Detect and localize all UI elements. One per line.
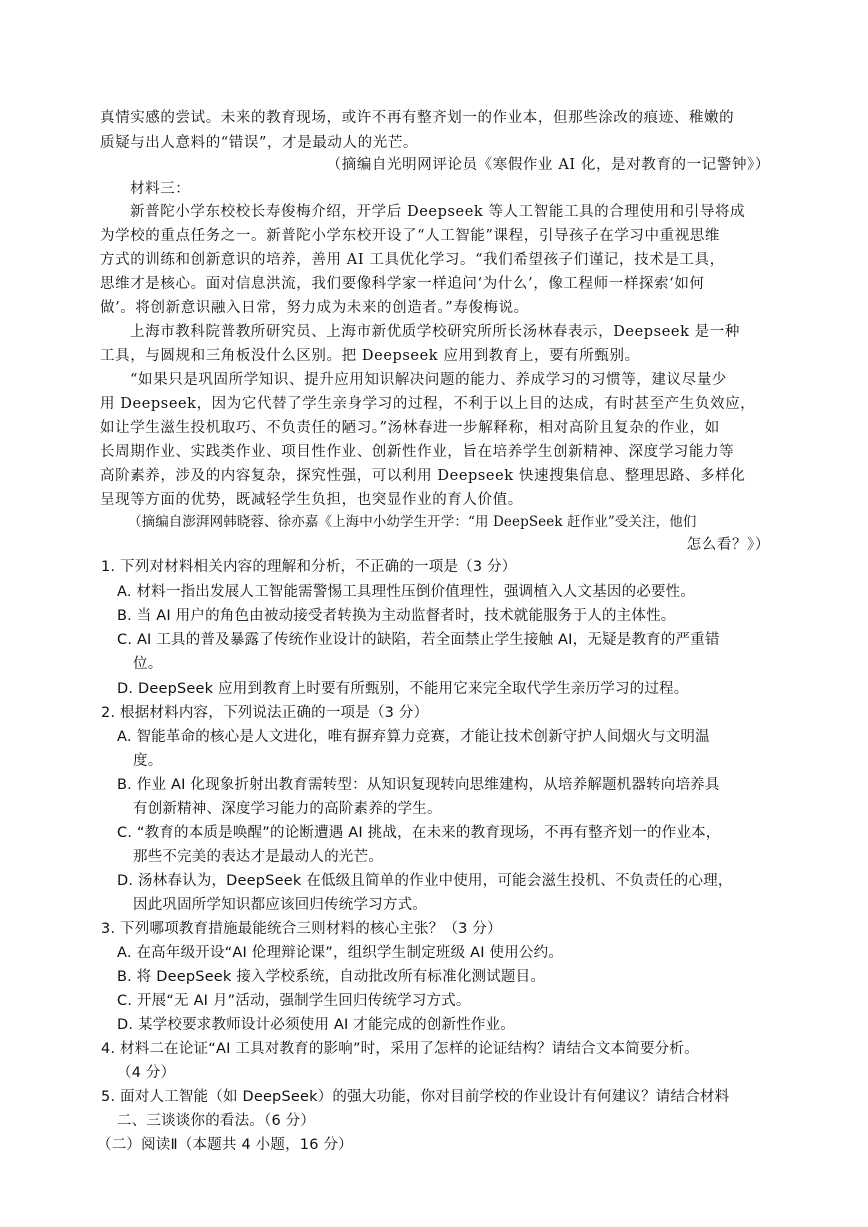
paragraph-line: 工具，与圆规和三角板没什么区别。把 Deepseek 应用到教育上，要有所甄别。 bbox=[100, 348, 640, 364]
question-2-option-c: C. “教育的本质是唤醒”的论断遭遇 AI 挑战，在未来的教育现场，不再有整齐划一的作业本， bbox=[117, 825, 721, 841]
question-1-option-c-cont: 位。 bbox=[133, 656, 163, 672]
paragraph-line: 做’。将创新意识融入日常，努力成为未来的创造者。”寿俊梅说。 bbox=[100, 300, 529, 316]
paragraph-line: 为学校的重点任务之一。新普陀小学东校开设了“人工智能”课程，引导孩子在学习中重视思维 bbox=[100, 228, 721, 244]
question-2-option-d: D. 汤林春认为，DeepSeek 在低级且简单的作业中使用，可能会滋生投机、不负责任的心理， bbox=[117, 873, 733, 889]
paragraph-line: 呈现等方面的优势，既减轻学生负担，也突显作业的育人价值。 bbox=[100, 492, 523, 508]
paragraph-line: 高阶素养，涉及的内容复杂，探究性强，可以利用 Deepseek 快速搜集信息、整理思路、多样化 bbox=[100, 468, 746, 484]
question-5-stem-cont: 二、三谈谈你的看法。（6 分） bbox=[117, 1113, 316, 1129]
question-3-option-b: B. 将 DeepSeek 接入学校系统，自动批改所有标准化测试题目。 bbox=[117, 969, 546, 985]
material-heading: 材料三： bbox=[130, 181, 191, 197]
material-source: 怎么看？》） bbox=[686, 537, 770, 553]
paragraph-line: 长周期作业、实践类作业、项目性作业、创新性作业，旨在培养学生创新精神、深度学习能力等 bbox=[100, 444, 735, 460]
paragraph-line: 如让学生滋生投机取巧、不负责任的陋习。”汤林春进一步解释称，相对高阶且复杂的作业，如 bbox=[100, 420, 720, 436]
question-1-option-a: A. 材料一指出发展人工智能需警惕工具理性压倒价值理性，强调植入人文基因的必要性。 bbox=[117, 584, 696, 600]
paragraph-line: 思维才是核心。面对信息洪流，我们要像科学家一样追问‘为什么’，像工程师一样探索‘如何 bbox=[100, 276, 705, 292]
paragraph-line: “如果只是巩固所学知识、提升应用知识解决问题的能力、养成学习的习惯等，建议尽量少 bbox=[130, 372, 727, 388]
paragraph-line: 用 Deepseek，因为它代替了学生亲身学习的过程，不利于以上目的达成，有时甚至产生负效应， bbox=[100, 396, 756, 412]
question-3-option-d: D. 某学校要求教师设计必须使用 AI 才能完成的创新性作业。 bbox=[117, 1017, 515, 1033]
question-1-option-c: C. AI 工具的普及暴露了传统作业设计的缺陷，若全面禁止学生接触 AI，无疑是教育的严重错 bbox=[117, 632, 720, 648]
question-2-option-a-cont: 度。 bbox=[133, 753, 163, 769]
question-2-stem: 2. 根据材料内容，下列说法正确的一项是（3 分） bbox=[101, 705, 429, 721]
paragraph-line: 新普陀小学东校校长寿俊梅介绍，开学后 Deepseek 等人工智能工具的合理使用和引导将成 bbox=[130, 204, 746, 220]
question-2-option-c-cont: 那些不完美的表达才是最动人的光芒。 bbox=[133, 849, 383, 865]
question-4-stem: 4. 材料二在论证“AI 工具对教育的影响”时，采用了怎样的论证结构？请结合文本简要分析。 bbox=[101, 1041, 699, 1057]
question-3-option-c: C. 开展“无 AI 月”活动，强制学生回归传统学习方式。 bbox=[117, 993, 471, 1009]
question-2-option-b: B. 作业 AI 化现象折射出教育需转型：从知识复现转向思维建构，从培养解题机器转向培养具 bbox=[117, 777, 720, 793]
question-4-stem-cont: （4 分） bbox=[117, 1065, 176, 1081]
question-1-option-b: B. 当 AI 用户的角色由被动接受者转换为主动监督者时，技术就能服务于人的主体性。 bbox=[117, 608, 676, 624]
question-1-option-d: D. DeepSeek 应用到教育上时要有所甄别，不能用它来完全取代学生亲历学习的过程。 bbox=[117, 681, 689, 697]
question-2-option-d-cont: 因此巩固所学知识都应该回归传统学习方式。 bbox=[133, 897, 427, 913]
passage-line: 质疑与出人意料的“错误”，才是最动人的光芒。 bbox=[100, 135, 419, 151]
paragraph-line: 方式的训练和创新意识的培养，善用 AI 工具优化学习。“我们希望孩子们谨记，技术是工具， bbox=[100, 252, 725, 268]
question-2-option-b-cont: 有创新精神、深度学习能力的高阶素养的学生。 bbox=[133, 801, 442, 817]
question-3-option-a: A. 在高年级开设“AI 伦理辩论课”，组织学生制定班级 AI 使用公约。 bbox=[117, 945, 564, 961]
question-2-option-a: A. 智能革命的核心是人文进化，唯有摒弃算力竞赛，才能让技术创新守护人间烟火与文明温 bbox=[117, 729, 710, 745]
question-5-stem: 5. 面对人工智能（如 DeepSeek）的强大功能，你对目前学校的作业设计有何建议？请结合材料 bbox=[101, 1089, 730, 1105]
question-1-stem: 1. 下列对材料相关内容的理解和分析，不正确的一项是（3 分） bbox=[101, 559, 517, 575]
material-source: （摘编自澎湃网韩晓蓉、徐亦嘉《上海中小幼学生开学：“用 DeepSeek 赶作业”受关注，他们 bbox=[128, 514, 697, 530]
question-3-stem: 3. 下列哪项教育措施最能统合三则材料的核心主张？（3 分） bbox=[101, 921, 502, 937]
passage-line: 真情实感的尝试。未来的教育现场，或许不再有整齐划一的作业本，但那些涂改的痕迹、稚嫩的 bbox=[100, 110, 735, 126]
passage-source: （摘编自光明网评论员《寒假作业 AI 化，是对教育的一记警钟》） bbox=[326, 157, 770, 173]
paragraph-line: 上海市教科院普教所研究员、上海市新优质学校研究所所长汤林春表示，Deepseek 是一种 bbox=[130, 324, 740, 340]
section-heading: （二）阅读Ⅱ（本题共 4 小题，16 分） bbox=[97, 1137, 353, 1153]
